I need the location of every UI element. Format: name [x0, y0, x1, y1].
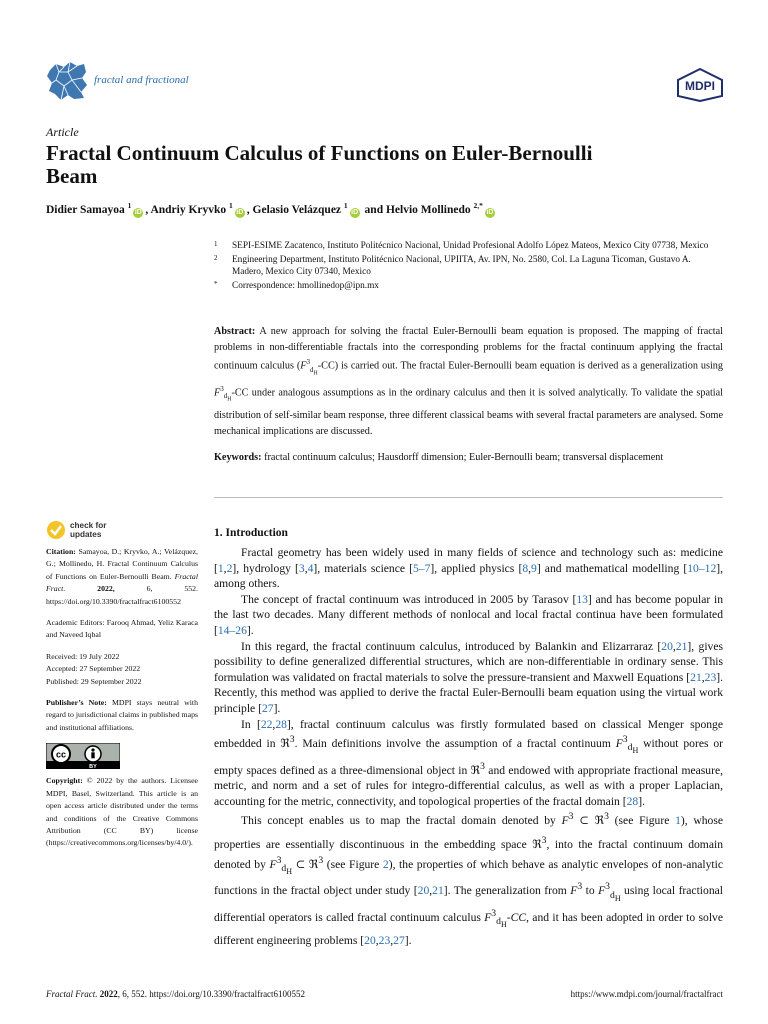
author-and: and [364, 203, 384, 216]
citation-label: Citation: [46, 547, 76, 556]
citation-block [46, 546, 198, 608]
keywords-text: fractal continuum calculus; Hausdorff dimension; Euler-Bernoulli beam; transversal displacement [264, 452, 664, 463]
keywords-label: Keywords: [214, 452, 262, 463]
footer-year: 2022 [99, 989, 118, 999]
author-list: Didier Samayoa $^1$iD , Andriy Kryvko $^1$iD , Gelasio Velázquez $^1$iD and Helvio Mollinedo $^{2,*}$iD [46, 201, 494, 216]
orcid-icon[interactable]: iD [134, 208, 142, 216]
paragraph: In this regard, the fractal continuum calculus, introduced by Balankin and Elizarraraz [20,21], gives possibility to define generalized differential structures, which are non-differentiable in ordinary sense. This formulation was validated on fractal materials to solve the pressure-transient and Maxwell Equations [21,23]. Recently, this method was applied to derive the fractal Euler-Bernoulli beam equation using the virtual work principle [27]. [214, 639, 723, 715]
received-date: Received: 19 July 2022 [46, 651, 120, 661]
paragraph: This concept enables us to map the fractal domain denoted by $F^3$ ⊂ ℜ$^3$ (see Figure 1), whose properties are essentially discontinuous in the embedding space ℜ$^3$, into the fractal continuum domain denoted by $F^3_{d_H}$ ⊂ ℜ$^3$ (see Figure 2), the properties of which behave as analytic envelopes of non-analytic functions in the fractal object under study [20,21]. The generalization from $F^3$ to $F^3_{d_H}$ using local fractional differential operators is called fractal continuum calculus $F^3_{d_H}-CC$, and it has been adopted in order to solve different engineering problems [20,23,27]. [214, 811, 723, 947]
cc-by-license-icon[interactable] [46, 743, 120, 769]
author-name: Helvio Mollinedo [385, 203, 471, 216]
citation-year: 2022, [97, 584, 115, 594]
copyright [46, 775, 198, 849]
footer-doi[interactable]: , 6, 552. https://doi.org/10.3390/fractalfract6100552 [117, 989, 306, 999]
publisher-note-text: MDPI stays neutral with regard to jurisdictional claims in published maps and institutional affiliations. [46, 698, 199, 732]
section-heading: 1. Introduction [214, 527, 288, 539]
journal-name: fractal and fractional [94, 74, 189, 86]
affiliation-text: SEPI-ESIME Zacatenco, Instituto Politécnico Nacional, Unidad Profesional Adolfo López Mateos, Mexico City 07738, Mexico [232, 241, 709, 251]
abstract-text: -CC under analogous assumptions as in the ordinary calculus and then it is solved analytically. To validate the spatial distribution of self-similar beam response, three different classical beams with several fractal parameters are analysed. Some mechanical implications are discussed. [214, 387, 723, 438]
abstract-label: Abstract: [214, 326, 256, 337]
copyright-label: Copyright: [46, 776, 83, 786]
journal-header [44, 58, 724, 108]
journal-logo-icon [44, 58, 90, 104]
affiliation-mark: 2 [214, 253, 218, 262]
dates-block [46, 651, 198, 688]
author-name: Didier Samayoa [46, 203, 125, 216]
citation-doi[interactable]: 6, 552. https://doi.org/10.3390/fractalfract6100552 [46, 584, 198, 606]
affiliation [214, 254, 724, 279]
published-date: Published: 29 September 2022 [46, 676, 142, 686]
orcid-icon[interactable]: iD [351, 208, 359, 216]
author-name: Andriy Kryvko [150, 203, 227, 216]
svg-text:cc: cc [55, 749, 67, 760]
keywords [214, 450, 723, 466]
paragraph: Fractal geometry has been widely used in many fields of science and technology such as: medicine [1,2], hydrology [3,4], materials science [5–7], applied physics [8,9] and mathematical modelling [10–12], among others. [214, 546, 723, 591]
author-aff: 2,* [473, 201, 483, 210]
article-type: Article [46, 125, 79, 139]
svg-text:BY: BY [89, 764, 97, 770]
copyright-text: © 2022 by the authors. Licensee MDPI, Basel, Switzerland. This article is an open access article distributed under the terms and conditions of the Creative Commons Attribution (CC BY) license (https://creativecommons.org/licenses/by/4.0/). [46, 776, 198, 848]
divider [214, 497, 723, 498]
author-aff: 1 [229, 201, 233, 210]
citation-text: Samayoa, D.; Kryvko, A.; Velázquez, G.; Mollinedo, H. Fractal Continuum Calculus of Functions on Euler-Bernoulli Beam. [46, 547, 199, 581]
citation-journal: Fractal Fract. [46, 571, 198, 594]
introduction-body [214, 545, 723, 948]
abstract-text: -CC) is carried out. The fractal Euler-Bernoulli beam equation is derived as a generalization using [317, 360, 723, 372]
academic-editors: Academic Editors: Farooq Ahmad, Yeliz Karaca and Naveed Iqbal [46, 618, 198, 640]
check-updates-icon [46, 520, 66, 540]
affiliation-text: Engineering Department, Instituto Politécnico Nacional, UPIITA, Av. IPN, No. 2580, Col. La Laguna Ticoman, Gustavo A. Madero, Mexico City 07340, Mexico [232, 254, 691, 277]
accepted-date: Accepted: 27 September 2022 [46, 664, 141, 674]
author-aff: 1 [343, 201, 348, 210]
footer-citation [46, 989, 305, 999]
orcid-icon[interactable]: iD [486, 208, 494, 216]
abstract-text: A new approach for solving the fractal Euler-Bernoulli beam equation is proposed. The mapping of fractal problems in non-differentiable fractals into the corresponding problems for the fractal continuum applying the fractal continuum calculus ( [214, 326, 723, 372]
check-for-updates-button[interactable] [46, 520, 198, 542]
affiliations [214, 240, 724, 293]
publisher-name: MDPI [685, 79, 715, 93]
affiliation-mark: * [214, 279, 218, 288]
footer-journal-url[interactable]: https://www.mdpi.com/journal/fractalfract [570, 989, 723, 999]
footer-journal: Fractal Fract. [46, 989, 98, 999]
publisher-note-label: Publisher’s Note: [46, 698, 107, 708]
author-aff: 1 [127, 201, 132, 210]
affiliation [214, 240, 724, 253]
correspondence [214, 280, 724, 293]
paragraph: In [22,28], fractal continuum calculus was firstly formulated based on classical Menger sponge embedded in ℜ$^3$. Main definitions involve the assumption of a fractal continuum $F^3_{d_H}$ without pores or empty spaces defined as a three-dimensional object in ℜ$^3$ and endowed with appropriate fractional measure, metric, and norm and a set of rules for integro-differential calculus, as well as with a proper Laplacian, accounting for the metric, connectivity, and topological properties of the fractal domain [28]. [214, 717, 724, 808]
orcid-icon[interactable]: iD [236, 208, 244, 216]
sidebar [46, 520, 198, 859]
paragraph: The concept of fractal continuum was introduced in 2005 by Tarasov [13] and has become popular in the last two decades. Many different methods of nonlocal and local fractal continua have been formulated [14–26]. [214, 592, 723, 637]
publisher-note [46, 697, 198, 734]
affiliation-mark: 1 [214, 240, 218, 248]
mdpi-logo-icon [676, 68, 724, 102]
author-name: Gelasio Velázquez [252, 203, 342, 216]
check-updates-line1: check for [70, 521, 107, 530]
abstract: Abstract: A new approach for solving the fractal Euler-Bernoulli beam equation is proposed. The mapping of fractal problems in non-differentiable fractals into the corresponding problems for the fractal continuum applying the fractal continuum calculus $(F^3_{d_H}-CC)$ is carried out. The fractal Euler-Bernoulli beam equation is derived as a generalization using $F^3_{d_H}-CC$ under analogous assumptions as in the ordinary calculus and then it is solved analytically. To validate the spatial distribution of self-similar beam response, three different classical beams with several fractal parameters are analysed. Some mechanical implications are discussed. [214, 326, 723, 438]
article-title: Fractal Continuum Calculus of Functions on Euler-Bernoulli Beam [46, 141, 593, 188]
check-updates-line2: updates [70, 530, 102, 539]
correspondence-text: Correspondence: hmollinedop@ipn.mx [232, 280, 379, 291]
